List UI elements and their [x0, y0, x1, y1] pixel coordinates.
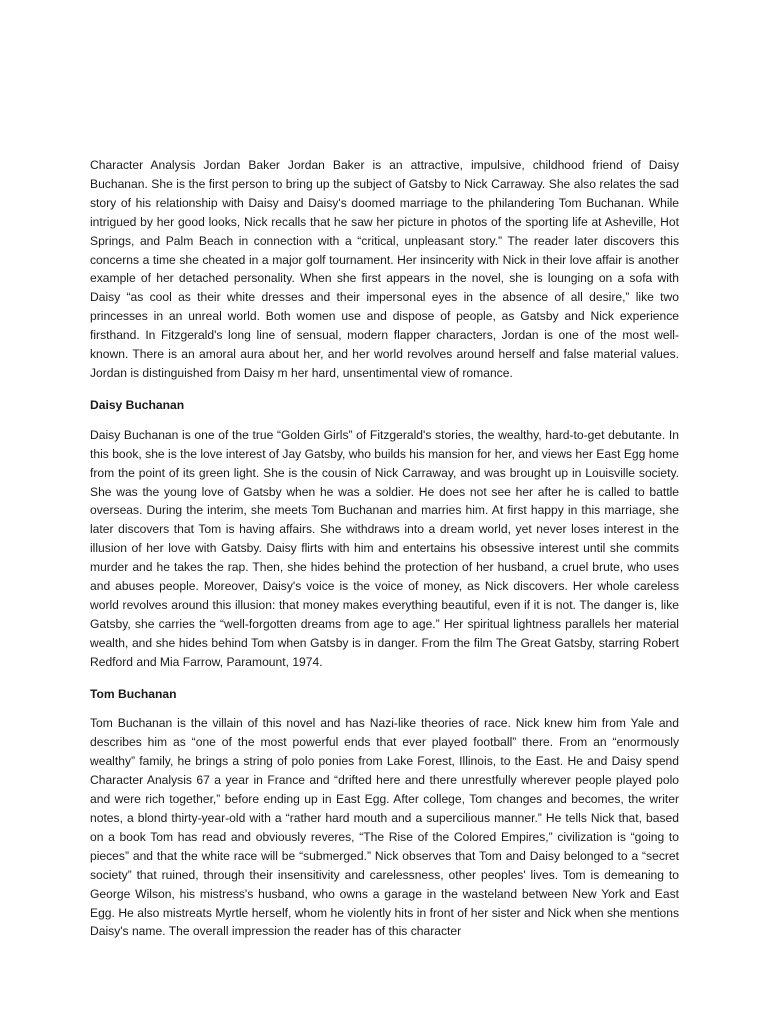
jordan-baker-paragraph: Character Analysis Jordan Baker Jordan Baker is an attractive, impulsive, childhood friend of Daisy Buchanan. She is the first person to bring up the subject of Gatsby to Nick Carraway. She also relates the sad story of his relationship with Daisy and Daisy's doomed marriage to the philandering Tom Buchanan. While intrigued by her good looks, Nick recalls that he saw her picture in photos of the sporting life at Asheville, Hot Springs, and Palm Beach in connection with a “critical, unpleasant story.” The reader later discovers this concerns a time she cheated in a major golf tournament. Her insincerity with Nick in their love affair is another example of her detached personality. When she first appears in the novel, she is lounging on a sofa with Daisy “as cool as their white dresses and their impersonal eyes in the absence of all desire,” like two princesses in an unreal world. Both women use and dispose of people, as Gatsby and Nick experience firsthand. In Fitzgerald's long line of sensual, modern flapper characters, Jordan is one of the most well-known. There is an amoral aura about her, and her world revolves around herself and false material values. Jordan is distinguished from Daisy m her hard, unsentimental view of romance.	[90, 158, 679, 380]
document-page	[90, 156, 679, 954]
daisy-buchanan-paragraph: Daisy Buchanan is one of the true “Golden Girls” of Fitzgerald's stories, the wealthy, hard-to-get debutante. In this book, she is the love interest of Jay Gatsby, who builds his mansion for her, and views her East Egg home from the point of its green light. She is the cousin of Nick Carraway, and was brought up in Louisville society. She was the young love of Gatsby when he was a soldier. He does not see her after he is called to battle overseas. During the interim, she meets Tom Buchanan and marries him. At first happy in this marriage, she later discovers that Tom is having affairs. She withdraws into a dream world, yet never loses interest in the illusion of her love with Gatsby. Daisy flirts with him and entertains his obsessive interest until she commits murder and he takes the rap. Then, she hides behind the protection of her husband, a cruel brute, who uses and abuses people. Moreover, Daisy's voice is the voice of money, as Nick discovers. Her whole careless world revolves around this illusion: that money makes everything beautiful, even if it is not. The danger is, like Gatsby, she carries the “well-forgotten dreams from age to age.” Her spiritual lightness parallels her material wealth, and she hides behind Tom when Gatsby is in danger. From the film The Great Gatsby, starring Robert Redford and Mia Farrow, Paramount, 1974.	[90, 427, 679, 669]
tom-buchanan-heading: Tom Buchanan	[90, 686, 177, 701]
daisy-buchanan-heading: Daisy Buchanan	[90, 397, 185, 412]
tom-buchanan-paragraph: Tom Buchanan is the villain of this novel and has Nazi-like theories of race. Nick knew him from Yale and describes him as “one of the most powerful ends that ever played football” there. From an “enormously wealthy” family, he brings a string of polo ponies from Lake Forest, Illinois, to the East. He and Daisy spend Character Analysis 67 a year in France and “drifted here and there unrestfully wherever people played polo and were rich together,” before ending up in East Egg. After college, Tom changes and becomes, the writer notes, a blond thirty-year-old with a “rather hard mouth and a supercilious manner.” He tells Nick that, based on a book Tom has read and obviously reveres, “The Rise of the Colored Empires,” civilization is “going to pieces” and that the white race will be “submerged.” Nick observes that Tom and Daisy belonged to a “secret society” that ruined, through their insensitivity and carelessness, other peoples' lives. Tom is demeaning to George Wilson, his mistress's husband, who owns a garage in the wasteland between New York and East Egg. He also mistreats Myrtle herself, whom he violently hits in front of her sister and Nick when she mentions Daisy's name. The overall impression the reader has of this character	[90, 716, 679, 939]
